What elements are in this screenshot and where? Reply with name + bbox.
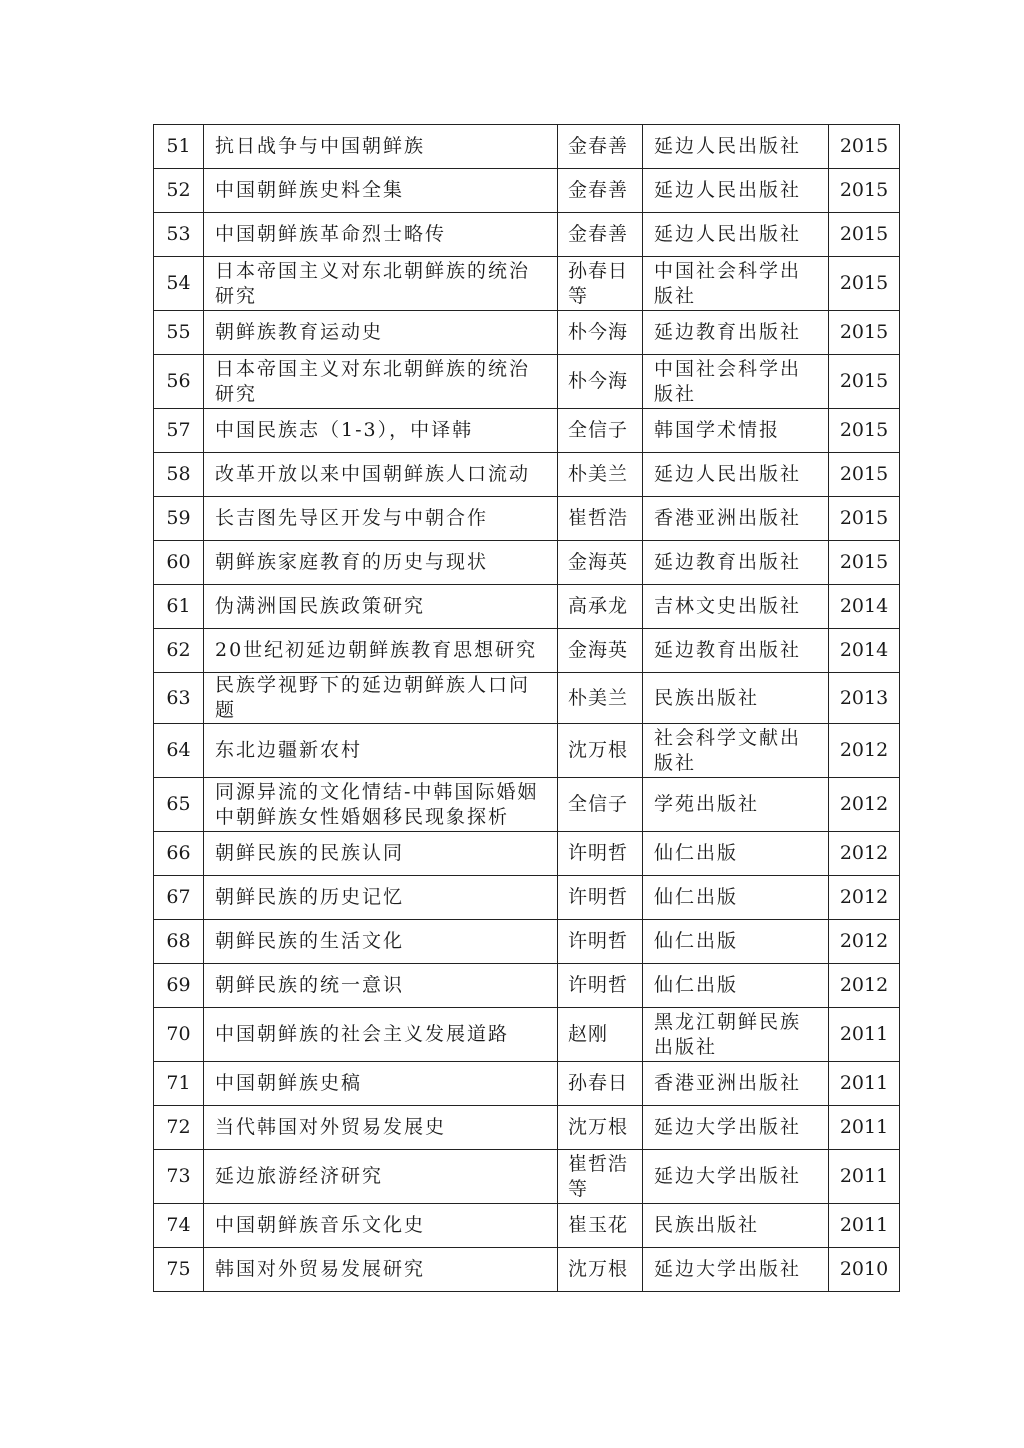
year-cell: 2015 (829, 453, 900, 497)
row-number-cell: 67 (154, 876, 204, 920)
author-cell: 金春善 (558, 125, 643, 169)
author-cell: 沈万根 (558, 1248, 643, 1292)
publisher-cell: 延边大学出版社 (643, 1150, 829, 1204)
table-row (154, 169, 900, 213)
year-cell: 2015 (829, 257, 900, 311)
book-title-cell: 朝鲜民族的生活文化 (204, 920, 558, 964)
author-cell: 金春善 (558, 169, 643, 213)
author-cell: 赵刚 (558, 1008, 643, 1062)
table-row (154, 876, 900, 920)
row-number-cell: 69 (154, 964, 204, 1008)
row-number-cell: 65 (154, 778, 204, 832)
year-cell: 2015 (829, 497, 900, 541)
row-number-cell: 56 (154, 355, 204, 409)
year-cell: 2011 (829, 1062, 900, 1106)
book-title-cell: 朝鲜民族的统一意识 (204, 964, 558, 1008)
table-row (154, 1008, 900, 1062)
year-cell: 2011 (829, 1106, 900, 1150)
book-title-cell: 改革开放以来中国朝鲜族人口流动 (204, 453, 558, 497)
row-number-cell: 61 (154, 585, 204, 629)
table-row (154, 1150, 900, 1204)
book-title-cell: 中国朝鲜族革命烈士略传 (204, 213, 558, 257)
publisher-cell: 延边大学出版社 (643, 1106, 829, 1150)
book-title-cell: 民族学视野下的延边朝鲜族人口问题 (204, 673, 558, 724)
book-title-cell: 东北边疆新农村 (204, 724, 558, 778)
row-number-cell: 53 (154, 213, 204, 257)
publisher-cell: 香港亚洲出版社 (643, 1062, 829, 1106)
publisher-cell: 仙仁出版 (643, 832, 829, 876)
year-cell: 2012 (829, 964, 900, 1008)
publisher-cell: 仙仁出版 (643, 876, 829, 920)
year-cell: 2012 (829, 724, 900, 778)
table-row (154, 311, 900, 355)
book-title-cell: 伪满洲国民族政策研究 (204, 585, 558, 629)
publisher-cell: 延边大学出版社 (643, 1248, 829, 1292)
table-row (154, 497, 900, 541)
row-number-cell: 66 (154, 832, 204, 876)
year-cell: 2011 (829, 1150, 900, 1204)
table-row (154, 585, 900, 629)
author-cell: 高承龙 (558, 585, 643, 629)
year-cell: 2015 (829, 213, 900, 257)
publisher-cell: 延边人民出版社 (643, 453, 829, 497)
row-number-cell: 73 (154, 1150, 204, 1204)
publisher-cell: 民族出版社 (643, 673, 829, 724)
year-cell: 2015 (829, 169, 900, 213)
author-cell: 许明哲 (558, 876, 643, 920)
table-row (154, 673, 900, 724)
year-cell: 2014 (829, 585, 900, 629)
table-row (154, 964, 900, 1008)
row-number-cell: 72 (154, 1106, 204, 1150)
author-cell: 许明哲 (558, 964, 643, 1008)
year-cell: 2012 (829, 920, 900, 964)
author-cell: 崔哲浩等 (558, 1150, 643, 1204)
publisher-cell: 香港亚洲出版社 (643, 497, 829, 541)
table-row (154, 724, 900, 778)
publisher-cell: 吉林文史出版社 (643, 585, 829, 629)
book-title-cell: 朝鲜民族的民族认同 (204, 832, 558, 876)
publisher-cell: 韩国学术情报 (643, 409, 829, 453)
year-cell: 2012 (829, 778, 900, 832)
year-cell: 2011 (829, 1204, 900, 1248)
book-title-cell: 中国朝鲜族音乐文化史 (204, 1204, 558, 1248)
publisher-cell: 仙仁出版 (643, 920, 829, 964)
year-cell: 2011 (829, 1008, 900, 1062)
author-cell: 朴美兰 (558, 673, 643, 724)
publisher-cell: 延边教育出版社 (643, 541, 829, 585)
publisher-cell: 延边人民出版社 (643, 169, 829, 213)
publisher-cell: 社会科学文献出版社 (643, 724, 829, 778)
row-number-cell: 74 (154, 1204, 204, 1248)
table-row (154, 409, 900, 453)
row-number-cell: 57 (154, 409, 204, 453)
row-number-cell: 54 (154, 257, 204, 311)
year-cell: 2015 (829, 311, 900, 355)
author-cell: 全信子 (558, 409, 643, 453)
author-cell: 崔玉花 (558, 1204, 643, 1248)
book-title-cell: 中国朝鲜族的社会主义发展道路 (204, 1008, 558, 1062)
author-cell: 崔哲浩 (558, 497, 643, 541)
author-cell: 金春善 (558, 213, 643, 257)
table-row (154, 832, 900, 876)
row-number-cell: 51 (154, 125, 204, 169)
publisher-cell: 黑龙江朝鲜民族出版社 (643, 1008, 829, 1062)
table-row (154, 125, 900, 169)
author-cell: 孙春日 (558, 1062, 643, 1106)
year-cell: 2015 (829, 355, 900, 409)
author-cell: 金海英 (558, 629, 643, 673)
table-row (154, 629, 900, 673)
book-title-cell: 日本帝国主义对东北朝鲜族的统治研究 (204, 257, 558, 311)
book-title-cell: 20世纪初延边朝鲜族教育思想研究 (204, 629, 558, 673)
publisher-cell: 延边人民出版社 (643, 125, 829, 169)
row-number-cell: 52 (154, 169, 204, 213)
table-row (154, 1204, 900, 1248)
table-row (154, 1062, 900, 1106)
row-number-cell: 58 (154, 453, 204, 497)
table-row (154, 778, 900, 832)
author-cell: 金海英 (558, 541, 643, 585)
book-list-table (153, 124, 900, 1292)
table-row (154, 541, 900, 585)
book-title-cell: 抗日战争与中国朝鲜族 (204, 125, 558, 169)
author-cell: 全信子 (558, 778, 643, 832)
publisher-cell: 延边人民出版社 (643, 213, 829, 257)
table-row (154, 453, 900, 497)
book-title-cell: 当代韩国对外贸易发展史 (204, 1106, 558, 1150)
row-number-cell: 55 (154, 311, 204, 355)
table-row (154, 920, 900, 964)
year-cell: 2015 (829, 125, 900, 169)
year-cell: 2012 (829, 876, 900, 920)
author-cell: 孙春日等 (558, 257, 643, 311)
book-title-cell: 朝鲜族教育运动史 (204, 311, 558, 355)
publisher-cell: 延边教育出版社 (643, 629, 829, 673)
table-row (154, 1248, 900, 1292)
author-cell: 沈万根 (558, 724, 643, 778)
book-title-cell: 中国朝鲜族史料全集 (204, 169, 558, 213)
year-cell: 2013 (829, 673, 900, 724)
publisher-cell: 仙仁出版 (643, 964, 829, 1008)
row-number-cell: 68 (154, 920, 204, 964)
row-number-cell: 60 (154, 541, 204, 585)
publisher-cell: 中国社会科学出版社 (643, 355, 829, 409)
row-number-cell: 64 (154, 724, 204, 778)
table-row (154, 257, 900, 311)
publisher-cell: 学苑出版社 (643, 778, 829, 832)
row-number-cell: 75 (154, 1248, 204, 1292)
row-number-cell: 71 (154, 1062, 204, 1106)
author-cell: 许明哲 (558, 920, 643, 964)
book-title-cell: 延边旅游经济研究 (204, 1150, 558, 1204)
year-cell: 2010 (829, 1248, 900, 1292)
table-row (154, 355, 900, 409)
author-cell: 朴今海 (558, 311, 643, 355)
publisher-cell: 民族出版社 (643, 1204, 829, 1248)
book-title-cell: 同源异流的文化情结-中韩国际婚姻中朝鲜族女性婚姻移民现象探析 (204, 778, 558, 832)
table-body (154, 125, 900, 1292)
book-title-cell: 中国民族志（1-3），中译韩 (204, 409, 558, 453)
book-title-cell: 朝鲜族家庭教育的历史与现状 (204, 541, 558, 585)
year-cell: 2014 (829, 629, 900, 673)
year-cell: 2015 (829, 409, 900, 453)
author-cell: 沈万根 (558, 1106, 643, 1150)
table-row (154, 1106, 900, 1150)
book-title-cell: 韩国对外贸易发展研究 (204, 1248, 558, 1292)
book-title-cell: 日本帝国主义对东北朝鲜族的统治研究 (204, 355, 558, 409)
row-number-cell: 59 (154, 497, 204, 541)
publisher-cell: 延边教育出版社 (643, 311, 829, 355)
table-row (154, 213, 900, 257)
author-cell: 朴美兰 (558, 453, 643, 497)
publisher-cell: 中国社会科学出版社 (643, 257, 829, 311)
author-cell: 许明哲 (558, 832, 643, 876)
book-title-cell: 中国朝鲜族史稿 (204, 1062, 558, 1106)
year-cell: 2015 (829, 541, 900, 585)
book-title-cell: 朝鲜民族的历史记忆 (204, 876, 558, 920)
row-number-cell: 62 (154, 629, 204, 673)
author-cell: 朴今海 (558, 355, 643, 409)
row-number-cell: 63 (154, 673, 204, 724)
row-number-cell: 70 (154, 1008, 204, 1062)
year-cell: 2012 (829, 832, 900, 876)
book-title-cell: 长吉图先导区开发与中朝合作 (204, 497, 558, 541)
